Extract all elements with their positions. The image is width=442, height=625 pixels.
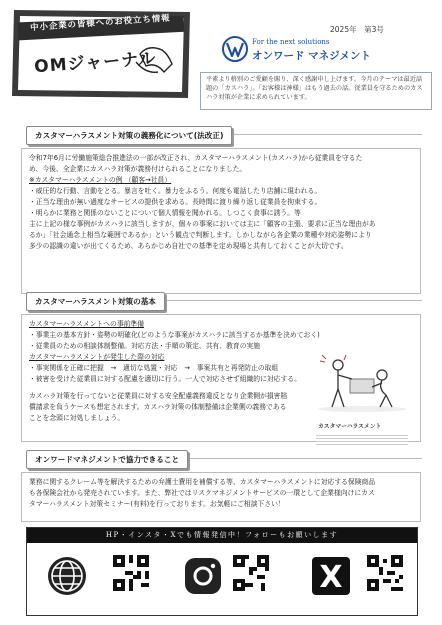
text-line: 償請求を負うケースも想定されます。カスハラ対策の体制整備は企業側の義務である [29, 403, 287, 411]
logo-tagline: For the next solutions [252, 38, 330, 46]
x-logo-icon[interactable] [309, 554, 353, 598]
section2-body [21, 314, 421, 442]
globe-icon[interactable] [45, 554, 89, 598]
example-item: ・明らかに業務と関係のないことについて個人情報を聞かれる。しつこく食事に誘う。等 [29, 209, 301, 217]
prep-item: ・従業員のための相談体制整備。対応方法・手順の策定、共有、教育の実施 [29, 342, 261, 350]
company-logo-icon [222, 36, 248, 62]
instagram-qr-code[interactable] [233, 554, 269, 592]
intro-box: 平素より格別のご愛顧を賜り、深く感謝申し上げます。今月のテーマは最近話題の「カスハラ」。「お客様は神様」はもう過去の話。従業員を守るためのカスハラ対策が企業に求められています。 [200, 72, 432, 110]
prep-item: ・事業主の基本方針・姿勢の明確化(どのような事案がカスハラに該当するか基準を決めておく) [29, 331, 320, 339]
after-heading: カスタマーハラスメントが発生した際の対応 [29, 353, 165, 361]
after-item: ・被害を受けた従業員に対する配慮を適切に行う。一人で対応させず組織的に対応する。 [29, 375, 301, 383]
text-line: ことを念頭に対処しましょう。 [29, 414, 125, 422]
section3-text [29, 477, 413, 510]
x-logo-label: X [319, 560, 343, 595]
illustration-text-lines [316, 433, 408, 447]
issue-number: 2025年 第3号 [330, 25, 384, 34]
logo-company-name: オンワード マネジメント [252, 50, 371, 62]
x-qr-code[interactable] [367, 554, 403, 592]
section3-body [21, 472, 421, 522]
instagram-icon[interactable] [181, 554, 225, 598]
example-item: ・正当な理由が無い過度なサービスの提供を求める。長時間に渡り繰り返し従業員を拘束する。 [29, 198, 322, 206]
masthead-tagline: 中小企業の皆様へのお役立ち情報 [29, 12, 171, 33]
section1-body [21, 148, 421, 294]
website-qr-code[interactable] [113, 554, 149, 592]
text-line: も各保険会社から発売されています。また、弊社ではリスクマネジメントサービスの一環として企業様向けにカス [29, 489, 375, 497]
masthead [8, 6, 196, 100]
masthead-title: OMジャーナル [33, 48, 157, 78]
prep-heading: カスタマーハラスメントへの事前準備 [29, 320, 145, 328]
text-line: め、今後、全企業にカスハラ対策が義務付けられることになりました。 [29, 165, 247, 173]
text-line: 多少の認識の違いが出てくるため、あらかじめ自社での基準を定め現場と共有しておくことが大切です。 [29, 242, 348, 250]
footer-banner: HP・インスタ・Xでも情報発信中！フォローもお願いします [27, 528, 417, 543]
section1-intro [29, 153, 413, 252]
section-divider [178, 458, 422, 459]
text-line: カスハラ対策を行ってないと従業員に対する安全配慮義務違反となり企業側が損害賠 [29, 392, 288, 400]
customer-complaint-illustration [312, 351, 412, 413]
text-line: タマーハラスメント対策セミナー(有料)を行っております。お気軽にご相談下さい！ [29, 500, 285, 508]
text-line: 主に上記の様な事例がカスハラに該当しますが、個々の事案においては主に「顧客の主張、要求に正当な理由があ [29, 220, 376, 228]
text-line: 業務に関するクレーム等を解決するための弁護士費用を補償する等、カスタマーハラスメントに対応する保険商品 [29, 478, 376, 486]
section3-title: オンワードマネジメントで協力できること [26, 450, 188, 469]
after-item: ・事実関係を正確に把握 → 適切な処置・対応 → 事案共有と再発防止の取組 [29, 364, 279, 372]
illustration [312, 351, 412, 437]
social-footer [26, 527, 418, 616]
section2-title: カスタマーハラスメント対策の基本 [26, 292, 165, 311]
text-line: 令和7年6月に労働施策総合推進法の一部が改正され、カスタマーハラスメント(カスハラ)から従業員を守るた [29, 154, 363, 162]
example-item: ・威圧的な行動、言動をとる。暴言を吐く。暴力をふるう。何度も電話したり店舗に現われる。 [29, 187, 322, 195]
text-line: るか」「社会通念上相当な範囲であるか」という観点で判断します。しかしながら各企業の業種や対応姿勢により [29, 231, 372, 239]
section-divider [140, 300, 422, 301]
illustration-book-title: カスタマーハラスメント [318, 424, 382, 430]
examples-heading: ※カスタマーハラスメントの例 （顧客→社員） [29, 176, 172, 184]
section1-title: カスタマーハラスメント対策の義務化について(法改正) [26, 126, 232, 145]
